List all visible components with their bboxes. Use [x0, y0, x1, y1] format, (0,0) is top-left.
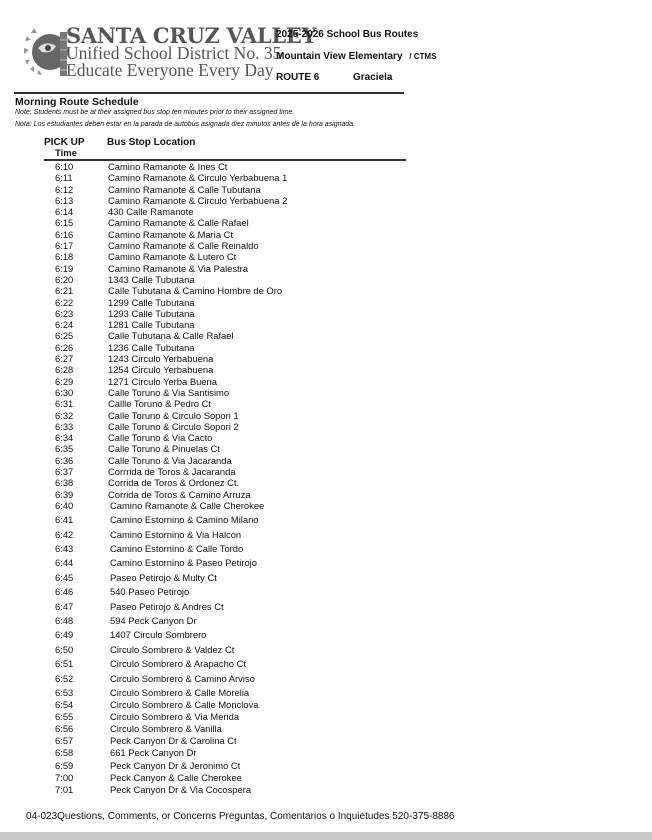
- pickup-time: 6:19: [55, 262, 74, 274]
- table-row: [0, 760, 652, 772]
- bus-stop-location: Camino Ramanote & Ines Ct: [108, 161, 228, 172]
- bus-stop-location: Corrrida de Toros & Jacaranda: [108, 466, 236, 478]
- pickup-time: 6:48: [55, 615, 74, 627]
- table-row: [0, 353, 652, 364]
- pickup-time: 6:27: [55, 353, 74, 365]
- table-row: [0, 529, 652, 543]
- bus-stop-location: Camino Estornino & Calle Tordo: [110, 543, 244, 555]
- logo-district-name: SANTA CRUZ VALLEY: [66, 23, 317, 48]
- bus-stop-location: Calle Tubutana & Calle Rafael: [108, 330, 234, 342]
- bus-stop-location: Callle Toruno & Pedro Ct: [108, 398, 212, 410]
- pickup-time: 6:43: [55, 543, 74, 555]
- pickup-time: 6:59: [55, 759, 74, 771]
- bus-stop-location: Camino Ramanote & Circulo Yerbabuena 1: [108, 172, 288, 184]
- pickup-time: 6:23: [55, 307, 74, 319]
- table-row: [0, 673, 652, 687]
- bus-stop-location: Camino Ramanote & Lutero Ct: [108, 251, 237, 263]
- table-row: [0, 342, 652, 353]
- footer-contact: 04-023Questions, Comments, or Concerns Preguntas, Comentarios o Inquietudes 520-375-8886: [26, 811, 455, 822]
- table-row: [0, 772, 652, 784]
- table-row: [0, 443, 652, 454]
- pickup-time: 6:29: [55, 375, 74, 387]
- bus-stop-location: Paseo Petirojo & Andres Ct: [110, 600, 224, 612]
- bus-stop-location: Circulo Sombrero & Calle Monclova: [110, 699, 259, 711]
- table-row: [0, 240, 652, 251]
- pickup-time: 6:51: [55, 658, 74, 670]
- bus-stop-location: Circulo Sombrero & Calle Morelia: [110, 686, 250, 698]
- bus-stop-location: Camino Ramanote & Via Palestra: [108, 262, 249, 274]
- pickup-time: 6:17: [55, 240, 74, 252]
- bus-stop-location: 1271 Circulo Yerba Buena: [108, 375, 217, 387]
- year-title: 2025-2026 School Bus Routes: [276, 29, 419, 40]
- table-row: [0, 229, 652, 240]
- bus-stop-location: 1236 Calle Tubutana: [108, 341, 195, 353]
- pickup-time: 6:25: [55, 330, 74, 342]
- school-suffix: / CTMS: [409, 52, 437, 61]
- bus-stop-location: Camino Ramanote & Calle Rafael: [108, 217, 249, 229]
- table-row: [0, 172, 652, 183]
- bus-stop-location: Calle Toruno & Via Cacto: [108, 432, 213, 444]
- bus-stop-location: Calle Toruno & Circulo Sopori 2: [108, 420, 239, 432]
- bus-stop-location: Camino Estornino & Camino Milano: [110, 514, 259, 526]
- bus-stop-location: Calle Toruno & Circulo Sopori 1: [108, 409, 239, 421]
- bus-stop-location: Circulo Sombrero & Arapacho Ct: [110, 658, 246, 670]
- school-name: [276, 51, 436, 63]
- column-header-pickup: PICK UP: [44, 137, 85, 148]
- pickup-time: 6:26: [55, 341, 74, 353]
- pickup-time: 6:52: [55, 672, 74, 684]
- pickup-time: 7:00: [55, 771, 74, 783]
- table-row: [0, 543, 652, 557]
- table-row: [0, 644, 652, 658]
- table-row: [0, 206, 652, 217]
- pickup-time: 6:56: [55, 723, 74, 735]
- pickup-time: 6:49: [55, 629, 74, 641]
- pickup-time: 6:30: [55, 386, 74, 398]
- bus-stop-location: Circulo Sombrero & Camino Arviso: [110, 672, 255, 684]
- pickup-time: 6:35: [55, 443, 74, 455]
- section-title: Morning Route Schedule: [15, 96, 139, 108]
- table-row: [0, 699, 652, 711]
- bus-stop-location: Camino Ramanote & Calle Cherokee: [110, 499, 265, 511]
- table-row: [0, 195, 652, 206]
- pickup-time: 6:24: [55, 319, 74, 331]
- bus-stop-location: Calle Toruno & Via Santisimo: [108, 386, 230, 398]
- bus-stop-location: Corrida de Toros & Ordonez Ct.: [108, 477, 240, 489]
- pickup-time: 6:14: [55, 206, 74, 218]
- bus-stop-location: Corrida de Toros & Camino Arruza: [108, 488, 251, 500]
- table-row: [0, 274, 652, 285]
- pickup-time: 6:16: [55, 228, 74, 240]
- pickup-time: 6:38: [55, 477, 74, 489]
- table-row: [0, 514, 652, 528]
- pickup-time: 6:13: [55, 194, 74, 206]
- bus-stop-location: Camino Ramanote & Maria Ct: [108, 228, 234, 240]
- table-row: [0, 297, 652, 308]
- column-header-location: Bus Stop Location: [107, 137, 196, 148]
- table-row: [0, 364, 652, 375]
- table-row: [0, 658, 652, 672]
- table-row: [0, 161, 652, 172]
- pickup-time: 6:15: [55, 217, 74, 229]
- bus-stop-location: 594 Peck Canyon Dr: [110, 615, 197, 627]
- table-row: [0, 263, 652, 274]
- table-row: [0, 387, 652, 398]
- table-row: [0, 629, 652, 643]
- bus-stop-location: 1281 Calle Tubutana: [108, 319, 195, 331]
- pickup-time: 6:57: [55, 735, 74, 747]
- table-row: [0, 784, 652, 796]
- pickup-time: 6:18: [55, 251, 74, 263]
- table-row: [0, 615, 652, 629]
- table-row: [0, 723, 652, 735]
- pickup-time: 6:46: [55, 586, 74, 598]
- table-row: [0, 330, 652, 341]
- pickup-time: 6:39: [55, 488, 74, 500]
- bus-stop-location: Peck Canyon Dr & Jeronimo Ct: [110, 759, 241, 771]
- bus-stop-location: Camino Ramanote & Calle Tubutana: [108, 183, 261, 195]
- pickup-time: 6:34: [55, 432, 74, 444]
- table-row: [0, 319, 652, 330]
- pickup-time: 6:44: [55, 557, 74, 569]
- pickup-time: 6:58: [55, 747, 74, 759]
- table-row: [0, 410, 652, 421]
- table-row: [0, 308, 652, 319]
- bus-stop-location: 1243 Circulo Yerbabuena: [108, 353, 214, 365]
- bus-stop-location: Circulo Sombrero & Via Merida: [110, 711, 240, 723]
- school-label: Mountain View Elementary: [276, 51, 403, 62]
- table-row: [0, 421, 652, 432]
- pickup-time: 6:36: [55, 454, 74, 466]
- bus-stop-location: Circulo Sombrero & Valdez Ct: [110, 643, 235, 655]
- table-row: [0, 557, 652, 571]
- table-row: [0, 601, 652, 615]
- pickup-time: 6:41: [55, 514, 74, 526]
- bus-stop-location: Camino Estornino & Paseo Petirojo: [110, 557, 257, 569]
- bus-stop-location: Calle Toruno & Via Jacaranda: [108, 454, 232, 466]
- pickup-time: 7:01: [55, 783, 74, 795]
- bus-stop-location: Peck Canyon & Calle Cherokee: [110, 771, 242, 783]
- table-row: [0, 586, 652, 600]
- bus-stop-location: Peck Canyon Dr & Carolina Ct: [110, 735, 237, 747]
- bus-stop-location: Circulo Sombrero & Vanilla: [110, 723, 222, 735]
- bus-stop-location: Camino Ramanote & Circulo Yerbabuena 2: [108, 194, 288, 206]
- pickup-time: 6:37: [55, 466, 74, 478]
- district-logo-emblem-icon: [22, 26, 70, 78]
- pickup-time: 6:22: [55, 296, 74, 308]
- logo-motto: Educate Everyone Every Day: [66, 60, 274, 80]
- pickup-time: 6:31: [55, 398, 74, 410]
- bus-stop-location: Paseo Petirojo & Multy Ct: [110, 571, 217, 583]
- table-row: [0, 455, 652, 466]
- pickup-time: 6:28: [55, 364, 74, 376]
- bus-stop-location: Camino Estornino & Via Halcon: [110, 528, 242, 540]
- column-header-time: Time: [55, 148, 78, 159]
- table-row: [0, 376, 652, 387]
- table-row: [0, 184, 652, 195]
- table-row: [0, 285, 652, 296]
- bus-stop-location: Calle Tubutana & Camino Hombre de Oro: [108, 285, 283, 297]
- header-divider: [14, 92, 404, 94]
- bus-stop-location: 540 Paseo Petirojo: [110, 586, 190, 598]
- table-row: [0, 572, 652, 586]
- table-row: [0, 398, 652, 409]
- bus-stop-location: 1254 Circulo Yerbabuena: [108, 364, 214, 376]
- note-english: Note: Students must be at their assigned bus stop ten minutes prior to their assigned time.: [15, 109, 295, 116]
- driver-name: Graciela: [353, 72, 393, 83]
- pickup-time: 6:54: [55, 699, 74, 711]
- pickup-time: 6:50: [55, 643, 74, 655]
- table-row: [0, 466, 652, 477]
- bus-stop-location: 1343 Calle Tubutana: [108, 273, 195, 285]
- pickup-time: 6:47: [55, 600, 74, 612]
- pickup-time: 6:32: [55, 409, 74, 421]
- pickup-time: 6:42: [55, 528, 74, 540]
- bus-stop-location: 1299 Calle Tubutana: [108, 296, 195, 308]
- bus-stop-location: Calle Toruno & Pinuelas Ct: [108, 443, 220, 455]
- table-row: [0, 711, 652, 723]
- pickup-time: 6:21: [55, 285, 74, 297]
- table-row: [0, 251, 652, 262]
- table-row: [0, 432, 652, 443]
- table-row: [0, 489, 652, 500]
- pickup-time: 6:10: [55, 161, 74, 172]
- bus-stop-location: Camino Ramanote & Calle Reinaldo: [108, 240, 259, 252]
- bus-stop-location: 661 Peck Canyon Dr: [110, 747, 197, 759]
- pickup-time: 6:53: [55, 686, 74, 698]
- table-row: [0, 735, 652, 747]
- bus-stop-location: 430 Calle Ramanote: [108, 206, 194, 218]
- pickup-time: 6:45: [55, 571, 74, 583]
- bus-stop-location: 1407 Circulo Sombrero: [110, 629, 207, 641]
- bus-stop-location: Peck Canyon Dr & Via Cocospera: [110, 783, 252, 795]
- pickup-time: 6:40: [55, 499, 74, 511]
- pickup-time: 6:11: [55, 172, 73, 184]
- pickup-time: 6:55: [55, 711, 74, 723]
- page-bottom-edge: [0, 832, 652, 840]
- route-number: ROUTE 6: [276, 72, 320, 83]
- logo-district-number: Unified School District No. 35: [66, 43, 282, 63]
- table-row: [0, 687, 652, 699]
- table-row: [0, 217, 652, 228]
- pickup-time: 6:20: [55, 273, 74, 285]
- pickup-time: 6:33: [55, 420, 74, 432]
- pickup-time: 6:12: [55, 183, 74, 195]
- table-row: [0, 477, 652, 488]
- bus-stop-location: 1293 Calle Tubutana: [108, 307, 195, 319]
- route-table: [0, 161, 652, 796]
- table-row: [0, 500, 652, 514]
- table-row: [0, 747, 652, 759]
- note-spanish: Nota: Los estudiantes deben estar en la parada de autobús asignada diez minutos antes de la hora asignada.: [15, 121, 356, 128]
